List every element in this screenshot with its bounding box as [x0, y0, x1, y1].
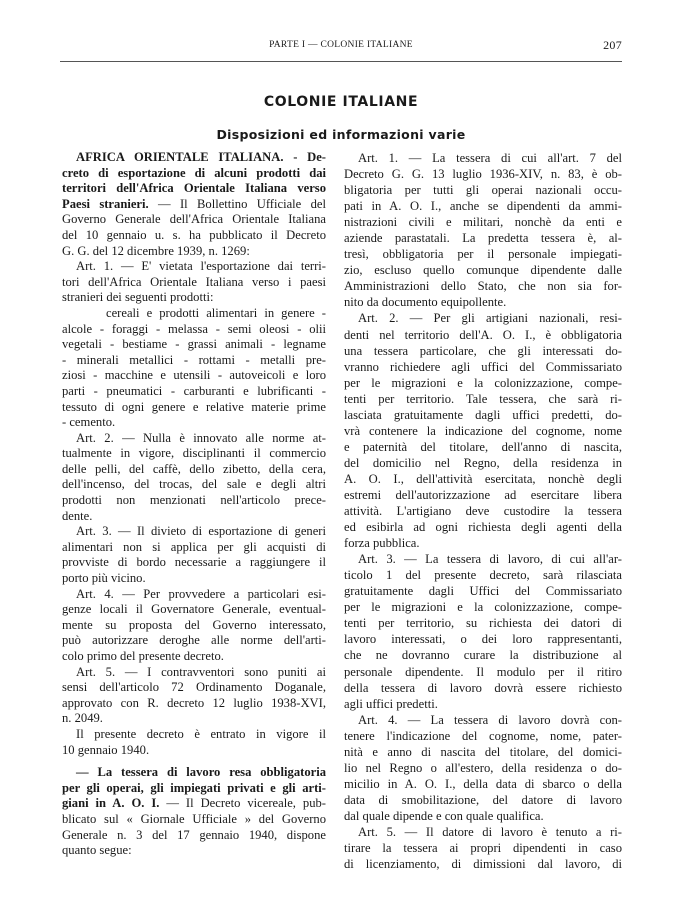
text-line: Art. 4. — Per provvedere a particolari esi- [76, 586, 326, 601]
paragraph [62, 727, 326, 758]
text-line: Art. 1. — La tessera di cui all'art. 7 del [358, 151, 622, 165]
left-column [62, 150, 326, 859]
text-line: Art. 5. — I contravventori sono puniti ai [76, 664, 326, 679]
text-line: vrà contenere la indicazione del cognome, nome [344, 423, 622, 438]
text-line: Governo Generale dell'Africa Orientale Italiana [62, 212, 326, 227]
text-line: tualmente in vigore, disciplinanti il commercio [62, 446, 326, 461]
text-line: - cemento. [62, 415, 116, 430]
text-line: ed esibirla ad ogni richiesta degli agenti della [344, 520, 622, 535]
text-line: nistrazioni civili e militari, nonchè da enti e [344, 215, 622, 230]
text-line: ticolo 1 del presente decreto, sarà rilasciata [344, 568, 622, 583]
bold-text: giani in A. O. I. [62, 796, 160, 811]
text-line: dell'incenso, del trocas, del sale e degli altri [62, 477, 326, 492]
text-line: aziende parastatali. La predetta tessera è, al- [344, 231, 622, 246]
text-line: provviste di bordo necessarie a raggiungere il [62, 555, 326, 570]
text-line: tirare la tessera ai propri dipendenti in caso [344, 841, 622, 856]
text-line: data di smobilitazione, del datore di lavoro [344, 792, 622, 807]
paragraph [62, 259, 326, 306]
text-line: del domicilio nel Regno, della residenza in [344, 455, 622, 470]
section-title: COLONIE ITALIANE [263, 94, 419, 110]
text-line: per le migrazioni e la colonizzazione, compe- [344, 600, 622, 615]
header-rule [60, 61, 622, 62]
text-line: tenti per territorio. Tale tessera, che sarà ri- [344, 391, 622, 406]
text-line [62, 166, 326, 182]
text-line: Generale n. 3 del 17 gennaio 1940, dispone [62, 827, 326, 842]
text-line: Art. 2. — Nulla è innovato alle norme at- [76, 430, 326, 445]
paragraph [344, 712, 622, 824]
text: — Il Decreto vicereale, pub- [159, 796, 326, 811]
text-line: Art. 4. — La tessera di lavoro dovrà con- [358, 712, 622, 727]
text: — Il Bollettino Ufficiale del [148, 196, 326, 211]
text-line: zio, escluso quello comunque dipendente dalle [344, 263, 622, 278]
text-line: di licenziamento, di dimissioni dal lavoro, di [344, 857, 622, 872]
text-line: mente su proposta del Governo interessato, [62, 617, 326, 632]
paragraph [344, 150, 622, 310]
paragraph [62, 306, 326, 431]
paragraph [344, 551, 622, 711]
bold-text: territori dell'Africa Orientale Italiana verso [62, 181, 326, 196]
text-line: sensi dell'articolo 72 Ordinamento Doganale, [62, 680, 326, 695]
bold-text: per gli operai, gli impiegati privati e gli arti- [62, 780, 326, 795]
text-line [62, 197, 326, 213]
text-line [62, 781, 326, 797]
text-line: agli uffici predetti. [344, 696, 438, 711]
text-line: quanto segue: [62, 843, 132, 858]
text-line: può autorizzare deroghe alle norme dell'arti- [62, 633, 326, 648]
text-line: una tessera particolare, che gli interessati do- [344, 343, 622, 358]
text-line: e paternità del titolare, dell'anno di nascita, [344, 439, 622, 454]
text-line: del 10 gennaio u. s. ha pubblicato il Decreto [62, 227, 326, 242]
text-line: personale dipendente. Il modulo per il ritiro [344, 664, 622, 679]
text-line: Amministrazioni dello Stato, che non sia for- [344, 279, 622, 294]
text-line: lasciata gratuitamente dagli uffici predetti, do- [344, 407, 622, 422]
text-line: stranieri dei seguenti prodotti: [62, 290, 214, 305]
text-line: parti - pneumatici - carburanti e lubrificanti - [62, 383, 326, 398]
text-line: delle pelli, del caffè, dello zibetto, della cera, [62, 461, 326, 476]
text-line: cereali e prodotti alimentari in genere - [106, 305, 326, 320]
page-number: 207 [603, 38, 622, 52]
text-line: prodotti non menzionati nell'articolo prece- [62, 493, 326, 508]
text-line [62, 796, 326, 812]
text-line: vranno richiedere agli uffici del Commissariato [344, 359, 622, 374]
text-line: colo primo del presente decreto. [62, 649, 224, 663]
text-line: tenere l'indicazione del cognome, nome, pater- [344, 728, 622, 743]
text-line: dente. [62, 508, 93, 523]
text-line: Art. 3. — Il divieto di esportazione di generi [76, 524, 326, 539]
bold-text: Paesi stranieri. [62, 196, 149, 211]
text-line: tessuto di ogni genere e relative materie prime [62, 399, 326, 414]
paragraph [62, 524, 326, 586]
text-line: genze locali il Governatore Generale, eventual- [62, 602, 326, 617]
text-line: forza pubblica. [344, 536, 420, 551]
text-line: per le migrazioni e la colonizzazione, compe- [344, 375, 622, 390]
text-line: bligatoria per tutti gli operai nazionali occu- [344, 183, 622, 198]
right-column [344, 150, 622, 872]
text-line [62, 765, 326, 781]
text-line: approvato con R. decreto 12 luglio 1938-XVI, [62, 695, 326, 710]
text-line: Art. 2. — Per gli artigiani nazionali, resi- [358, 311, 622, 326]
text-line: che ne dovranno curare la distribuzione al [344, 648, 622, 663]
text-line: Art. 3. — La tessera di lavoro, di cui all'ar- [358, 552, 622, 567]
text-line: Decreto G. G. 13 luglio 1936-XIV, n. 83, è ob- [344, 167, 622, 182]
text-line: micilio in A. O. I., della data di sbarco o della [344, 776, 622, 791]
text-line: pati in A. O. I., anche se dipendenti da ammi- [344, 199, 622, 214]
paragraph [62, 587, 326, 665]
running-title: PARTE I — COLONIE ITALIANE [269, 40, 413, 50]
text-line [62, 150, 326, 166]
text-line: alimentari non si applica per gli acquisti di [62, 539, 326, 554]
paragraph [344, 824, 622, 872]
text-line: dal quale dipende e con quale qualifica. [344, 808, 544, 823]
text-line: n. 2049. [62, 711, 103, 726]
text-line: nità e anno di nascita del titolare, del domici- [344, 744, 622, 759]
paragraph [62, 150, 326, 259]
text-line: Il presente decreto è entrato in vigore il [76, 726, 326, 741]
paragraph [62, 765, 326, 859]
text-line: attività. L'artigiano deve custodire la tessera [344, 504, 622, 519]
text-line: lavoro interessati, o dei loro rappresentanti, [344, 632, 622, 647]
paragraph [62, 665, 326, 727]
text-line: alcole - foraggi - melassa - semi oleosi - olii [62, 321, 326, 336]
text-line: blicato sul « Giornale Ufficiale » del Governo [62, 811, 326, 826]
text-line: Art. 1. — E' vietata l'esportazione dai terri- [76, 259, 326, 274]
text-line: Art. 5. — Il datore di lavoro è tenuto a ri- [358, 824, 622, 839]
text-line: denti nel territorio dell'A. O. I., è obbligatoria [344, 327, 622, 342]
paragraph-gap [62, 758, 326, 765]
text-line: ziosi - macchine e utensili - autoveicoli e loro [62, 368, 326, 383]
text-line: 10 gennaio 1940. [62, 742, 150, 757]
paragraph [344, 310, 622, 551]
bold-text: creto di esportazione di alcuni prodotti dai [62, 165, 326, 180]
text-line: tenti per territorio, su richiesta dei datori di [344, 616, 622, 631]
text-line: gratuitamente dagli Uffici del Commissariato [344, 584, 622, 599]
running-header [60, 38, 622, 54]
bold-text: — La tessera di lavoro resa obbligatoria [76, 765, 326, 780]
text-line [62, 181, 326, 197]
bold-text: AFRICA ORIENTALE ITALIANA. - De- [76, 150, 326, 164]
text-line: porto più vicino. [62, 571, 146, 586]
text-line: tresì, obbligatoria per il personale impiegati- [344, 247, 622, 262]
text-line: tori dell'Africa Orientale Italiana verso i paesi [62, 274, 326, 289]
text-line: - minerali metallici - rottami - metalli pre- [62, 352, 326, 367]
section-subtitle: Disposizioni ed informazioni varie [216, 127, 466, 142]
text-line: G. G. del 12 dicembre 1939, n. 1269: [62, 243, 250, 258]
text-line: vegetali - bestiame - grassi animali - legname [62, 337, 326, 352]
text-line: A. O. I., dell'attività esercitata, nonchè degli [344, 471, 622, 486]
paragraph [62, 431, 326, 525]
text-line: nito da documento equipollente. [344, 295, 507, 310]
text-line: lio nel Regno o all'estero, della residenza o do- [344, 760, 622, 775]
text-line: della tessera di lavoro dovrà essere richiesto [344, 680, 622, 695]
text-line: estremi dell'autorizzazione ad esercitare libera [344, 487, 622, 502]
